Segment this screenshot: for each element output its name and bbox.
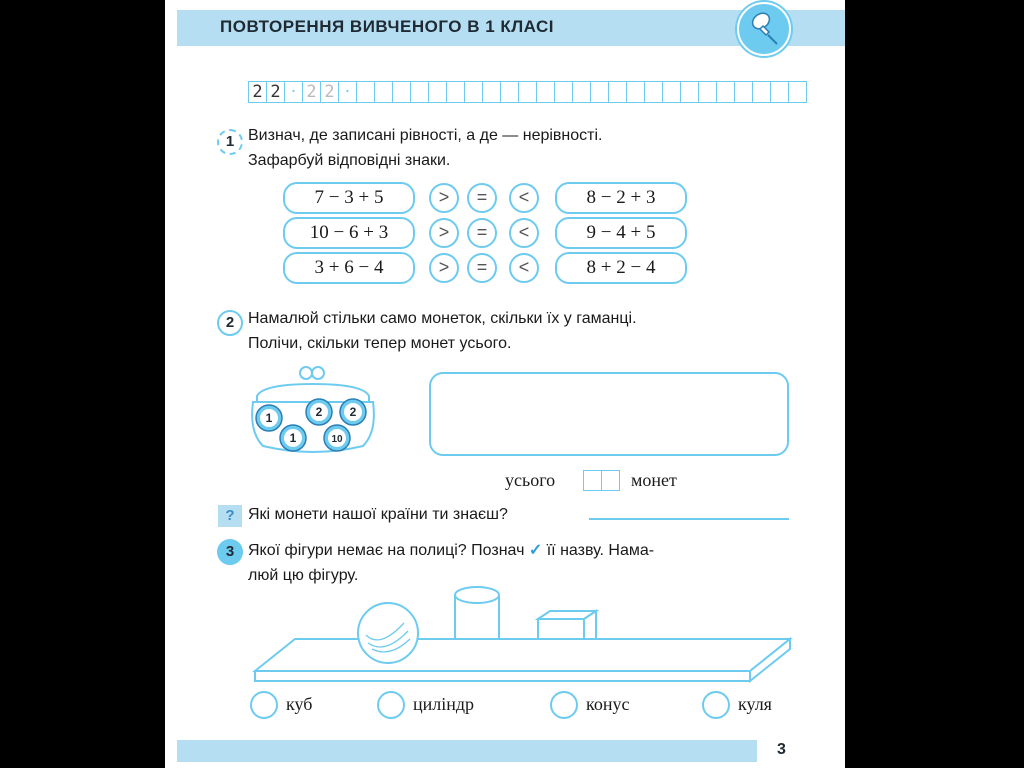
greater-sign-circle[interactable]: > (429, 253, 459, 283)
option-label: конус (586, 694, 630, 714)
task-1-instruction-line-1: Визнач, де записані рівності, а де — нерівності. (248, 127, 603, 144)
copy-cell[interactable] (717, 82, 735, 102)
task-3-number-badge: 3 (217, 539, 243, 565)
left-expression: 3 + 6 − 4 (283, 252, 415, 284)
greater-sign-circle[interactable]: > (429, 218, 459, 248)
coin-icon (340, 399, 366, 425)
copy-cell[interactable]: 2 (249, 82, 267, 102)
workbook-page (165, 0, 845, 768)
option-label: куля (738, 694, 772, 714)
copy-cell[interactable]: 2 (267, 82, 285, 102)
copy-cell[interactable] (753, 82, 771, 102)
task-1-instruction-line-2: Зафарбуй відповідні знаки. (248, 152, 451, 169)
copy-cell[interactable] (447, 82, 465, 102)
copy-cell[interactable] (627, 82, 645, 102)
copy-cell[interactable] (663, 82, 681, 102)
copy-cell[interactable] (537, 82, 555, 102)
coin-value: 2 (349, 405, 357, 419)
coin-icon (280, 425, 306, 451)
page-title: ПОВТОРЕННЯ ВИВЧЕНОГО В 1 КЛАСІ (220, 17, 555, 36)
coin-value: 1 (265, 411, 273, 425)
less-sign-circle[interactable]: < (509, 218, 539, 248)
task-1-number-badge: 1 (217, 129, 243, 155)
question-badge: ? (218, 505, 242, 527)
option-label: куб (286, 694, 313, 714)
footer-band (177, 740, 757, 762)
copy-cell[interactable] (735, 82, 753, 102)
equal-sign-circle[interactable]: = (467, 253, 497, 283)
right-expression: 8 − 2 + 3 (555, 182, 687, 214)
copy-cell[interactable] (609, 82, 627, 102)
less-sign-circle[interactable]: < (509, 253, 539, 283)
option-checkbox-2[interactable] (550, 691, 578, 719)
option-checkbox-1[interactable] (377, 691, 405, 719)
total-answer-cells[interactable] (583, 470, 620, 491)
copy-cell[interactable] (357, 82, 375, 102)
copy-cell[interactable] (375, 82, 393, 102)
copy-cell[interactable] (519, 82, 537, 102)
task-2-number-badge: 2 (217, 310, 243, 336)
page-number: 3 (777, 741, 786, 758)
equal-sign-circle[interactable]: = (467, 218, 497, 248)
copy-cell[interactable]: 2 (303, 82, 321, 102)
option-checkbox-3[interactable] (702, 691, 730, 719)
coin-icon (324, 425, 350, 451)
copy-cell[interactable] (681, 82, 699, 102)
copy-cell[interactable] (483, 82, 501, 102)
copy-cell[interactable] (501, 82, 519, 102)
copy-cell[interactable]: 2 (321, 82, 339, 102)
right-expression: 8 + 2 − 4 (555, 252, 687, 284)
option-label: циліндр (413, 694, 475, 714)
task-3-text-end: її назву. Нама- (546, 542, 655, 559)
copy-cell[interactable] (429, 82, 447, 102)
option-checkbox-0[interactable] (250, 691, 278, 719)
task-2-instruction-line-1: Намалюй стільки само монеток, скільки їх у гаманці. (248, 310, 637, 327)
copy-cell[interactable] (573, 82, 591, 102)
question-answer-line[interactable] (589, 518, 789, 520)
coin-value: 1 (289, 431, 297, 445)
handwriting-copy-strip (248, 81, 807, 103)
copy-cell[interactable] (591, 82, 609, 102)
question-text: Які монети нашої країни ти знаєш? (248, 506, 508, 523)
less-sign-circle[interactable]: < (509, 183, 539, 213)
copy-cell[interactable] (555, 82, 573, 102)
equal-sign-circle[interactable]: = (467, 183, 497, 213)
copy-cell[interactable]: · (285, 82, 303, 102)
copy-cell[interactable] (789, 82, 806, 102)
copy-cell[interactable] (771, 82, 789, 102)
copy-cell[interactable] (699, 82, 717, 102)
check-mark-icon: ✓ (528, 542, 543, 559)
copy-cell[interactable] (393, 82, 411, 102)
task-3-text-start: Якої фігури немає на полиці? Познач (248, 542, 525, 559)
total-suffix-label: монет (631, 470, 677, 490)
coin-value: 10 (331, 434, 343, 445)
left-expression: 7 − 3 + 5 (283, 182, 415, 214)
copy-cell[interactable]: · (339, 82, 357, 102)
left-expression: 10 − 6 + 3 (283, 217, 415, 249)
copy-cell[interactable] (465, 82, 483, 102)
right-expression: 9 − 4 + 5 (555, 217, 687, 249)
coin-purse-illustration (243, 362, 383, 458)
coin-icon (306, 399, 332, 425)
drawing-area[interactable] (429, 372, 789, 456)
task-3-instruction-line-2: люй цю фігуру. (248, 567, 359, 584)
coin-value: 2 (315, 405, 323, 419)
copy-cell[interactable] (411, 82, 429, 102)
greater-sign-circle[interactable]: > (429, 183, 459, 213)
task-2-instruction-line-2: Полічи, скільки тепер монет усього. (248, 335, 512, 352)
total-prefix-label: усього (505, 470, 556, 490)
shelf-illustration (250, 583, 795, 683)
coin-icon (256, 405, 282, 431)
pushpin-icon (737, 2, 791, 56)
task-3-instruction-line-1 (248, 539, 654, 563)
copy-cell[interactable] (645, 82, 663, 102)
